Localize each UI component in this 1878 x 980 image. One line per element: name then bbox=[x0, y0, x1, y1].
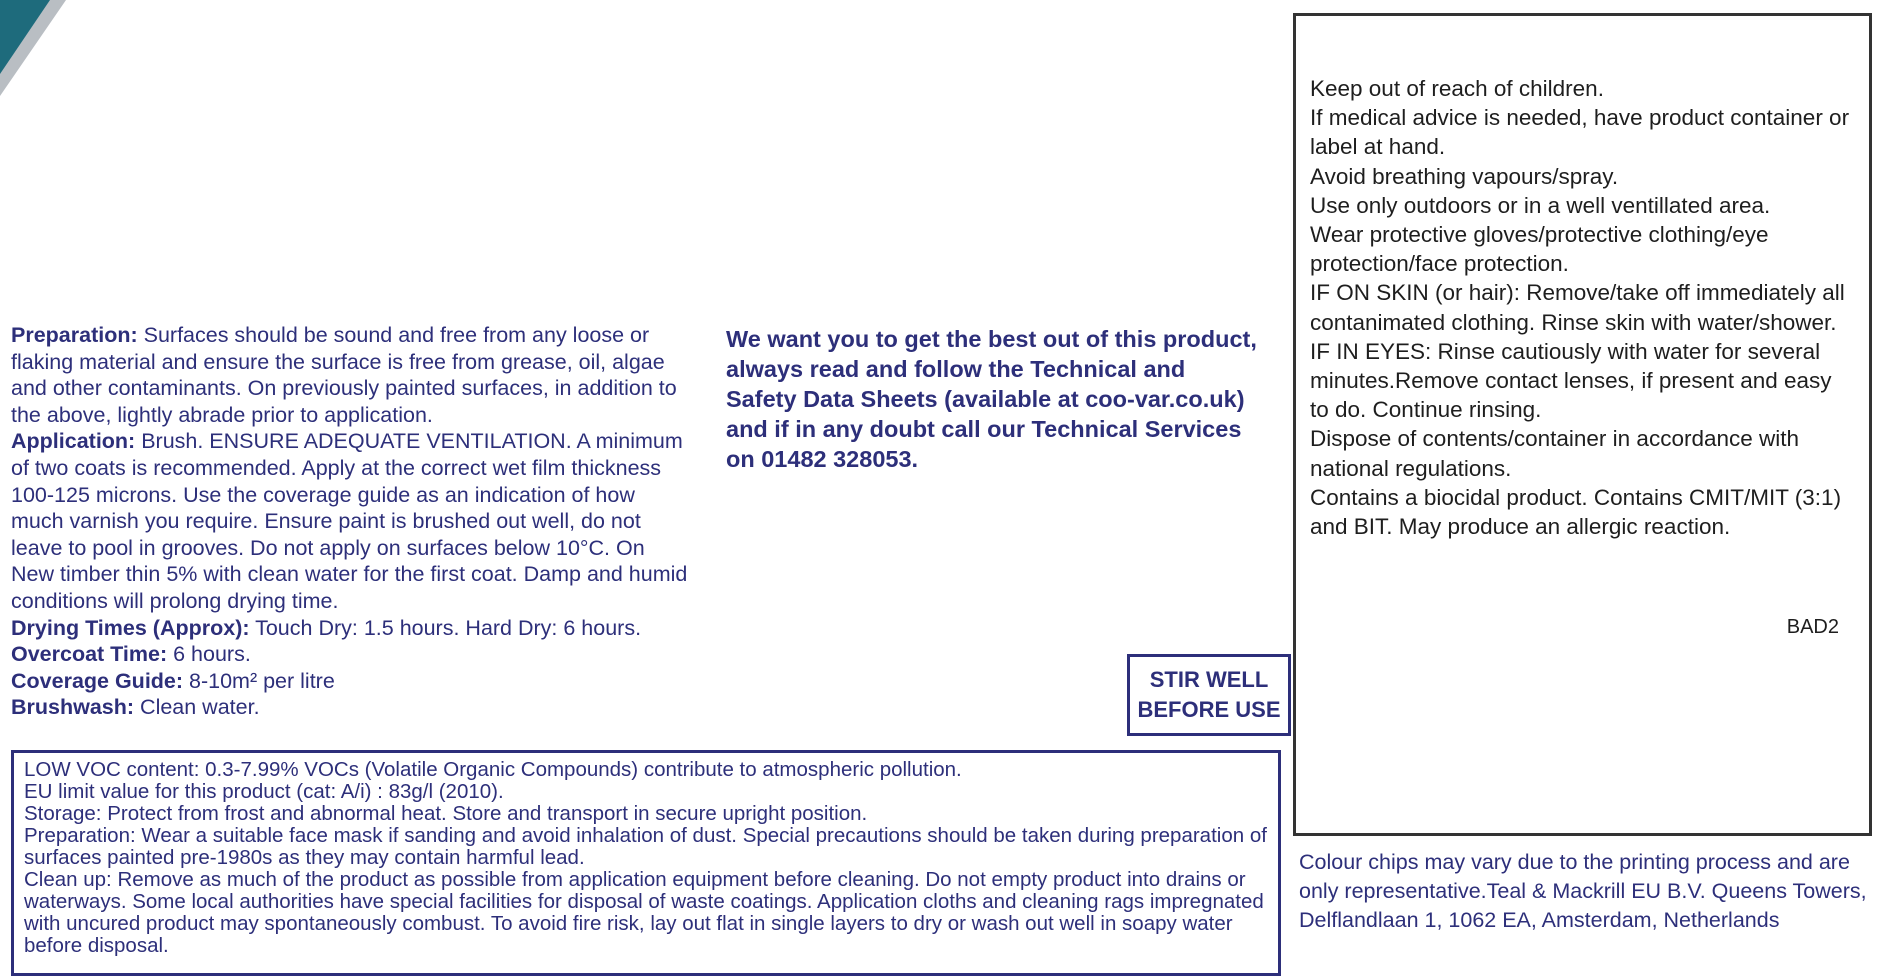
corner-decoration bbox=[0, 0, 80, 100]
notice-line: We want you to get the best out of this product, bbox=[726, 326, 1257, 352]
storage-line: Storage: Protect from frost and abnormal heat. Store and transport in secure upright position. bbox=[24, 802, 868, 825]
safety-statements-box bbox=[1293, 13, 1872, 836]
drying-times-label: Drying Times (Approx): bbox=[11, 615, 250, 640]
preparation-safety-line: Preparation: Wear a suitable face mask if sanding and avoid inhalation of dust. Special precautions should be taken during preparation of surfaces painted pre-1980s as they may contain harmful lead. bbox=[24, 824, 1267, 869]
safety-statement: Use only outdoors or in a well ventillated area. bbox=[1310, 192, 1771, 218]
preparation-paragraph bbox=[11, 322, 691, 428]
safety-statement: Dispose of contents/container in accordance with national regulations. bbox=[1310, 426, 1800, 481]
coverage-text: 8-10m² per litre bbox=[183, 668, 335, 693]
preparation-text: Surfaces should be sound and free from any loose or flaking material and ensure the surface is free from grease, oil, algae and other contaminants. On previously painted surfaces, in addition to the above, lightly abrade prior to application. bbox=[11, 323, 677, 427]
application-label: Application: bbox=[11, 429, 136, 454]
drying-times-line bbox=[11, 615, 691, 642]
eu-limit-line: EU limit value for this product (cat: A/i) : 83g/l (2010). bbox=[24, 780, 504, 803]
safety-statement: Wear protective gloves/protective clothing/eye protection/face protection. bbox=[1310, 222, 1769, 277]
overcoat-label: Overcoat Time: bbox=[11, 642, 168, 667]
colour-disclaimer bbox=[1299, 848, 1869, 935]
overcoat-line bbox=[11, 641, 691, 668]
drying-times-text: Touch Dry: 1.5 hours. Hard Dry: 6 hours. bbox=[249, 615, 642, 640]
coverage-line bbox=[11, 668, 691, 695]
product-code: BAD2 bbox=[1786, 616, 1839, 638]
brushwash-line bbox=[11, 694, 691, 721]
corner-teal-stripe bbox=[0, 0, 50, 74]
safety-statement: IF IN EYES: Rinse cautiously with water for several minutes.Remove contact lenses, if present and easy to do. Continue rinsing. bbox=[1310, 338, 1832, 423]
safety-statement: If medical advice is needed, have product container or label at hand. bbox=[1310, 105, 1850, 160]
voc-storage-box bbox=[11, 750, 1281, 976]
notice-line: on 01482 328053. bbox=[726, 446, 919, 472]
stir-well-box bbox=[1127, 654, 1291, 736]
safety-statement: Keep out of reach of children. bbox=[1310, 76, 1604, 101]
notice-line: always read and follow the Technical and bbox=[726, 356, 1186, 382]
coverage-label: Coverage Guide: bbox=[11, 668, 184, 693]
clean-up-line: Clean up: Remove as much of the product as possible from application equipment before cleaning. Do not empty product into drains or waterways. Some local authorities have special facilities for disposal of waste coatings. Application cloths and cleaning rags impregnated with uncured product may spontaneously combust. To avoid fire risk, lay out flat in single layers to dry or wash out well in soapy water before disposal. bbox=[24, 868, 1264, 957]
voc-content-line: LOW VOC content: 0.3-7.99% VOCs (Volatile Organic Compounds) contribute to atmospheric pollution. bbox=[24, 758, 962, 781]
notice-line: and if in any doubt call our Technical Services bbox=[726, 416, 1242, 442]
application-paragraph bbox=[11, 428, 691, 614]
data-sheet-notice bbox=[726, 324, 1282, 474]
preparation-label: Preparation: bbox=[11, 323, 138, 347]
application-text: Brush. ENSURE ADEQUATE VENTILATION. A minimum of two coats is recommended. Apply at the correct wet film thickness 100-125 microns. Use the coverage guide as an indication of how much varnish you require. Ensure paint is brushed out well, do not leave to pool in grooves. Do not apply on surfaces below 10°C. On New timber thin 5% with clean water for the first coat. Damp and humid conditions will prolong drying time. bbox=[11, 429, 688, 613]
overcoat-text: 6 hours. bbox=[167, 642, 251, 667]
disclaimer-line: only representative.Teal & Mackrill EU B.V. Queens Towers, bbox=[1299, 879, 1867, 903]
safety-statement: Avoid breathing vapours/spray. bbox=[1310, 163, 1619, 189]
brushwash-label: Brushwash: bbox=[11, 695, 135, 720]
application-instructions bbox=[11, 322, 691, 721]
brushwash-text: Clean water. bbox=[134, 695, 260, 720]
safety-statement: IF ON SKIN (or hair): Remove/take off immediately all contanimated clothing. Rinse skin with water/shower. bbox=[1310, 280, 1845, 335]
safety-statement: Contains a biocidal product. Contains CMIT/MIT (3:1) and BIT. May produce an allergic reaction. bbox=[1310, 484, 1842, 540]
stir-line-2: BEFORE USE bbox=[1137, 697, 1281, 722]
disclaimer-line: Colour chips may vary due to the printing process and are bbox=[1299, 850, 1850, 874]
disclaimer-line: Delflandlaan 1, 1062 EA, Amsterdam, Netherlands bbox=[1299, 908, 1780, 932]
stir-line-1: STIR WELL bbox=[1149, 667, 1269, 692]
notice-line: Safety Data Sheets (available at coo-var.co.uk) bbox=[726, 386, 1245, 412]
